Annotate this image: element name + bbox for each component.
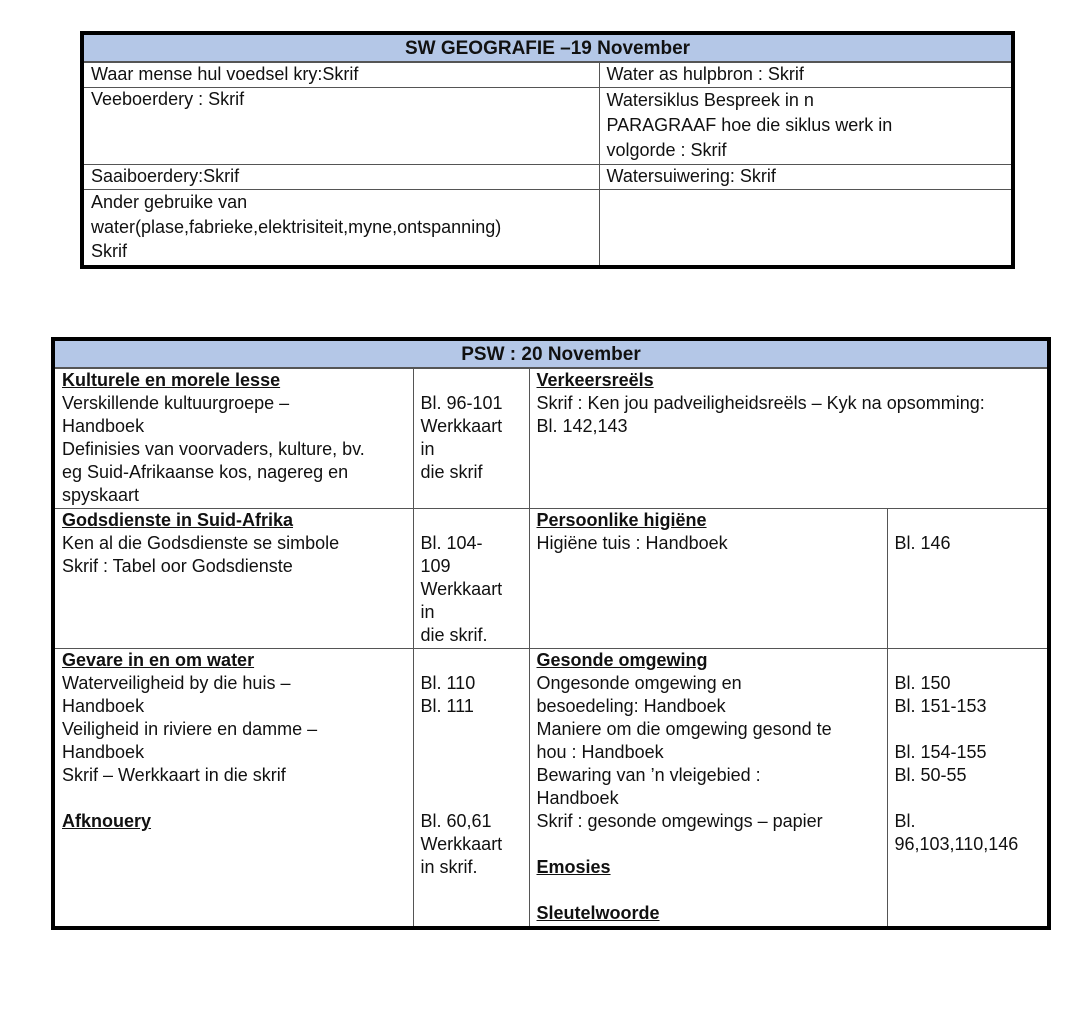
topic-line: eg Suid-Afrikaanse kos, nagereg en <box>62 462 349 482</box>
topic-heading: Afknouery <box>62 811 152 831</box>
page-ref: Bl. 110 <box>420 673 476 693</box>
topic-line: Waterveiligheid by die huis – <box>62 673 291 693</box>
page-ref: Werkkaart <box>420 579 503 599</box>
topic-heading: Sleutelwoorde <box>536 903 660 923</box>
psw-topic-cell <box>529 509 887 649</box>
psw-topic-cell <box>529 649 887 929</box>
page-ref: die skrif. <box>420 625 488 645</box>
psw-ref-cell <box>887 509 1049 649</box>
table-row <box>82 190 1013 267</box>
psw-topic-cell <box>529 368 1049 509</box>
table-row <box>82 88 1013 165</box>
page-ref: in <box>420 602 435 622</box>
topic-heading: Godsdienste in Suid-Afrika <box>62 510 294 530</box>
topic-heading: Verkeersreëls <box>536 370 654 390</box>
psw-table <box>51 337 1051 930</box>
topic-line: Handboek <box>536 788 619 808</box>
topic-line: Definisies van voorvaders, kulture, bv. <box>62 439 365 459</box>
psw-ref-cell <box>413 509 529 649</box>
geografie-table <box>80 31 1015 269</box>
topic-heading: Gevare in en om water <box>62 650 255 670</box>
page-ref: Werkkaart <box>420 834 503 854</box>
psw-topic-cell <box>53 649 413 929</box>
page-ref: 109 <box>420 556 451 576</box>
page-ref: Bl. 104- <box>420 533 483 553</box>
table-row <box>82 62 1013 88</box>
table-row <box>53 368 1049 509</box>
page-ref: Bl. 146 <box>894 533 951 553</box>
psw-title: PSW : 20 November <box>53 339 1049 368</box>
table-row <box>82 165 1013 190</box>
topic-heading: Gesonde omgewing <box>536 650 708 670</box>
geo-cell: Ander gebruike van water(plase,fabrieke,elektrisiteit,myne,ontspanning) Skrif <box>82 190 599 267</box>
topic-line: Skrif : Ken jou padveiligheidsreëls – Kyk na opsomming: <box>536 393 985 413</box>
page-ref: Bl. 150 <box>894 673 951 693</box>
geo-cell <box>599 190 1013 267</box>
page-ref: 96,103,110,146 <box>894 834 1019 854</box>
topic-line: Skrif : gesonde omgewings – papier <box>536 811 823 831</box>
topic-line: Veiligheid in riviere en damme – <box>62 719 318 739</box>
page-ref: in skrif. <box>420 857 478 877</box>
page-ref: die skrif <box>420 462 483 482</box>
topic-line: Bl. 142,143 <box>536 416 628 436</box>
topic-line: spyskaart <box>62 485 140 505</box>
geo-cell: Waar mense hul voedsel kry:Skrif <box>82 62 599 88</box>
topic-line: besoedeling: Handboek <box>536 696 726 716</box>
topic-line: Bewaring van ’n vleigebied : <box>536 765 761 785</box>
page-ref: Bl. 111 <box>420 696 474 716</box>
page-ref: Bl. 50-55 <box>894 765 967 785</box>
page-ref: Bl. <box>894 811 916 831</box>
psw-topic-cell <box>53 368 413 509</box>
topic-line: Ongesonde omgewing en <box>536 673 742 693</box>
page-ref: Bl. 96-101 <box>420 393 503 413</box>
page-ref: Bl. 60,61 <box>420 811 492 831</box>
psw-topic-cell <box>53 509 413 649</box>
geografie-title: SW GEOGRAFIE –19 November <box>82 33 1013 62</box>
geo-cell: Watersuiwering: Skrif <box>599 165 1013 190</box>
table-row <box>53 509 1049 649</box>
page-ref: in <box>420 439 435 459</box>
geo-cell: Saaiboerdery:Skrif <box>82 165 599 190</box>
topic-line: Higiëne tuis : Handboek <box>536 533 728 553</box>
topic-line: Handboek <box>62 416 145 436</box>
topic-heading: Kulturele en morele lesse <box>62 370 281 390</box>
geo-cell: Watersiklus Bespreek in n PARAGRAAF hoe die siklus werk in volgorde : Skrif <box>599 88 1013 165</box>
psw-ref-cell <box>413 649 529 929</box>
psw-ref-cell <box>413 368 529 509</box>
topic-line: Skrif : Tabel oor Godsdienste <box>62 556 293 576</box>
geo-cell: Veeboerdery : Skrif <box>82 88 599 165</box>
topic-line: Verskillende kultuurgroepe – <box>62 393 290 413</box>
topic-heading: Persoonlike higiëne <box>536 510 707 530</box>
psw-ref-cell <box>887 649 1049 929</box>
topic-line: Maniere om die omgewing gesond te <box>536 719 832 739</box>
table-row <box>53 649 1049 929</box>
page-ref: Bl. 154-155 <box>894 742 987 762</box>
topic-line: hou : Handboek <box>536 742 664 762</box>
geo-cell: Water as hulpbron : Skrif <box>599 62 1013 88</box>
page-ref: Bl. 151-153 <box>894 696 987 716</box>
topic-heading: Emosies <box>536 857 611 877</box>
topic-line: Ken al die Godsdienste se simbole <box>62 533 340 553</box>
topic-line: Handboek <box>62 696 145 716</box>
page-ref: Werkkaart <box>420 416 503 436</box>
topic-line: Handboek <box>62 742 145 762</box>
topic-line: Skrif – Werkkaart in die skrif <box>62 765 286 785</box>
